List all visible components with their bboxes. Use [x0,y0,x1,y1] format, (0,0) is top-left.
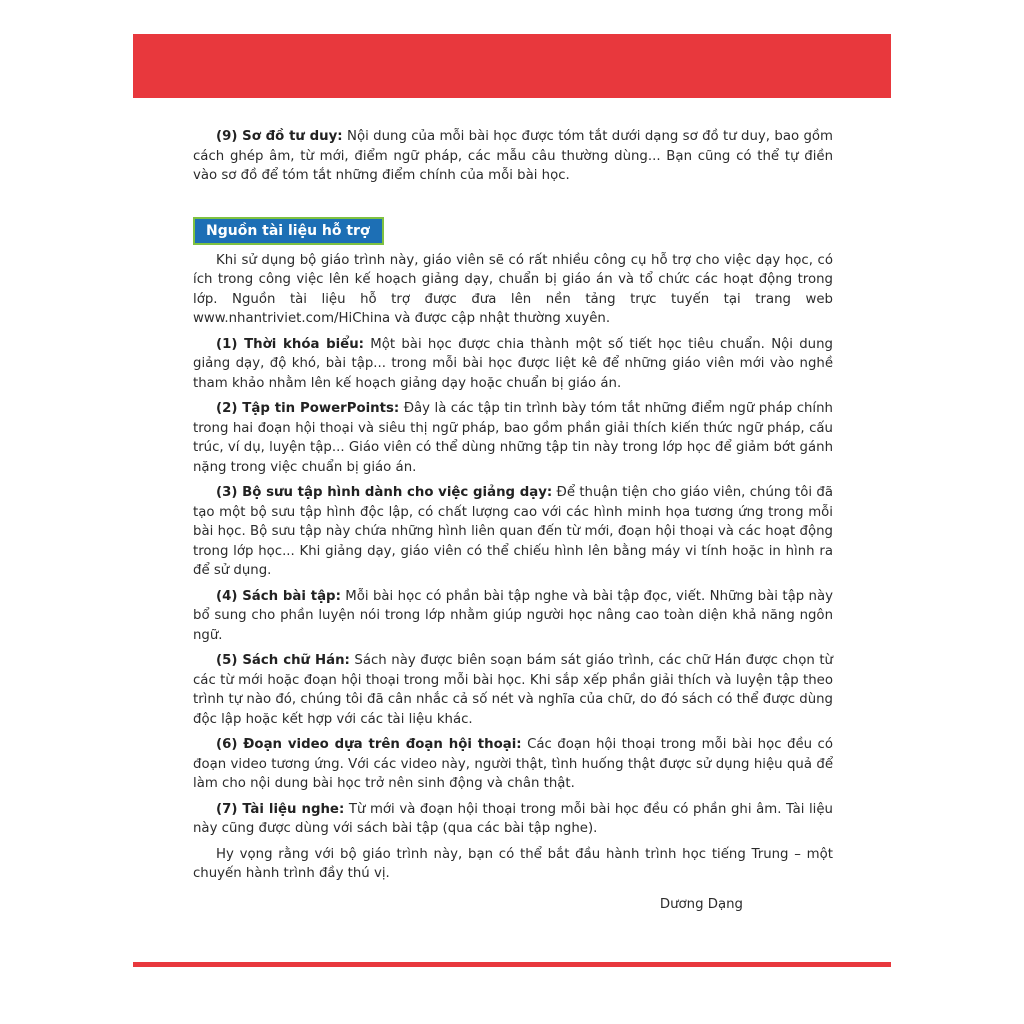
page-content [193,127,833,914]
section-header [193,217,833,243]
item-6-paragraph [193,735,833,794]
item-5-lead: (5) Sách chữ Hán: [216,653,350,668]
signature: Dương Dạng [659,896,743,912]
item-3-lead: (3) Bộ sưu tập hình dành cho việc giảng dạy: [216,485,553,500]
item-6-lead: (6) Đoạn video dựa trên đoạn hội thoại: [216,737,522,752]
item-4-paragraph [193,587,833,646]
item-4-text: Mỗi bài học có phần bài tập nghe và bài tập đọc, viết. Những bài tập này bổ sung cho phần luyện nói trong lớp nhằm giúp người học nâng cao toàn diện khả năng ngôn ngữ. [193,588,833,643]
item-3-paragraph [193,483,833,581]
item-1-lead: (1) Thời khóa biểu: [216,336,364,352]
item-1-paragraph [193,335,833,394]
footer-red-rule [133,962,891,967]
item-7-lead: (7) Tài liệu nghe: [216,801,345,817]
section-heading-badge: Nguồn tài liệu hỗ trợ [193,217,384,245]
item-2-lead: (2) Tập tin PowerPoints: [216,401,400,416]
item-2-paragraph [193,399,833,477]
item-5-paragraph [193,651,833,729]
item-7-text: Từ mới và đoạn hội thoại trong mỗi bài học đều có phần ghi âm. Tài liệu này cũng được dùng với sách bài tập (qua các bài tập nghe). [193,801,833,836]
item-9-paragraph [193,127,833,186]
item-9-lead: (9) Sơ đồ tư duy: [216,129,343,144]
item-1-text: Một bài học được chia thành một số tiết học tiêu chuẩn. Nội dung giảng dạy, độ khó, bài tập... trong mỗi bài học được liệt kê để những giáo viên mới vào nghề tham khảo nhằm lên kế hoạch giảng dạy hoặc chuẩn bị giáo án. [193,336,833,391]
item-6-text: Các đoạn hội thoại trong mỗi bài học đều có đoạn video tương ứng. Với các video này, người thật, tình huống thật được sử dụng hiệu quả để làm cho nội dung bài học trở nên sinh động và chân thật. [193,737,833,791]
item-4-lead: (4) Sách bài tập: [216,588,341,604]
item-7-paragraph [193,800,833,839]
item-3-text: Để thuận tiện cho giáo viên, chúng tôi đã tạo một bộ sưu tập hình độc lập, có chất lượng cao với các hình minh họa tương ứng trong mỗi bài học. Bộ sưu tập này chứa những hình liên quan đến từ mới, đoạn hội thoại và các hoạt động trong lớp học... Khi giảng dạy, giáo viên có thể chiếu hình lên bằng máy vi tính hoặc in hình ra để sử dụng. [193,485,833,578]
item-2-text: Đây là các tập tin trình bày tóm tắt những điểm ngữ pháp chính trong hai đoạn hội thoại và siêu thị ngữ pháp, bao gồm phần giải thích kiến thức ngữ pháp, cấu trúc, ví dụ, luyện tập... Giáo viên có thể dùng những tập tin này trong lớp học để giảm bớt gánh nặng trong việc chuẩn bị giáo án. [193,401,833,475]
item-5-text: Sách này được biên soạn bám sát giáo trình, các chữ Hán được chọn từ các từ mới hoặc đoạn hội thoại trong mỗi bài học. Khi sắp xếp phần giải thích và luyện tập theo trình tự nào đó, chúng tôi đã cân nhắc cả số nét và nghĩa của chữ, do đó sách có thể được dùng độc lập hoặc kết hợp với các tài liệu khác. [193,653,833,727]
closing-paragraph: Hy vọng rằng với bộ giáo trình này, bạn có thể bắt đầu hành trình học tiếng Trung – một chuyến hành trình đầy thú vị. [193,846,833,881]
item-9-text: Nội dung của mỗi bài học được tóm tắt dưới dạng sơ đồ tư duy, bao gồm cách ghép âm, từ mới, điểm ngữ pháp, các mẫu câu thường dùng... Bạn cũng có thể tự điền vào sơ đồ để tóm tắt những điểm chính của mỗi bài học. [193,129,833,183]
header-red-bar [133,34,891,98]
intro-paragraph: Khi sử dụng bộ giáo trình này, giáo viên sẽ có rất nhiều công cụ hỗ trợ cho việc dạy học, có ích trong công việc lên kế hoạch giảng dạy, chuẩn bị giáo án và tổ chức các hoạt động trong lớp. Nguồn tài liệu hỗ trợ được đưa lên nền tảng trực tuyến tại trang web www.nhantriviet.com/HiChina và được cập nhật thường xuyên. [193,252,833,326]
